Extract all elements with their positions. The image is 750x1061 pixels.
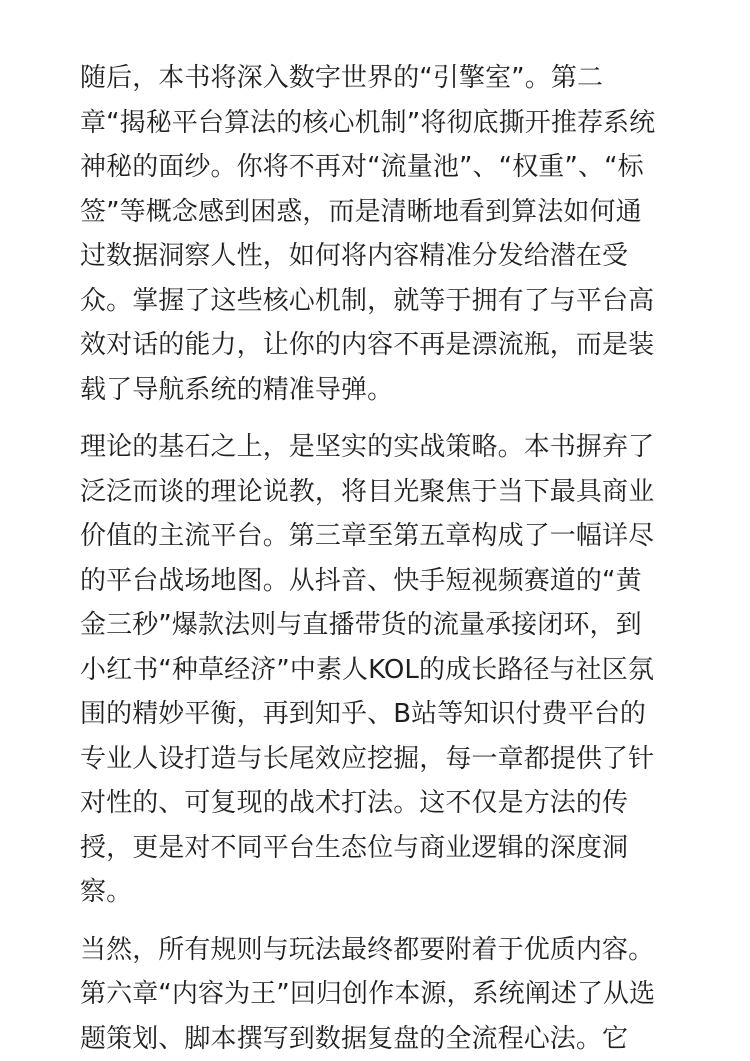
paragraph-platform-strategy: 理论的基石之上，是坚实的实战策略。本书摒弃了泛泛而谈的理论说教，将目光聚焦于当下最具商业价值的主流平台。第三章至第五章构成了一幅详尽的平台战场地图。从抖音、快手短视频赛道的“黄金三秒”爆款法则与直播带货的流量承接闭环，到小红书“种草经济”中素人KOL的成长路径与社区氛围的精妙平衡，再到知乎、B站等知识付费平台的专业人设打造与长尾效应挖掘，每一章都提供了针对性的、可复现的战术打法。这不仅是方法的传授，更是对不同平台生态位与商业逻辑的深度洞察。 bbox=[80, 425, 662, 915]
paragraph-content-chapter: 当然，所有规则与玩法最终都要附着于优质内容。第六章“内容为王”回归创作本源，系统阐述了从选题策划、脚本撰写到数据复盘的全流程心法。它 bbox=[80, 928, 662, 1061]
paragraph-algorithm-chapter: 随后，本书将深入数字世界的“引擎室”。第二章“揭秘平台算法的核心机制”将彻底撕开推荐系统神秘的面纱。你将不再对“流量池”、“权重”、“标签”等概念感到困惑，而是清晰地看到算法如何通过数据洞察人性，如何将内容精准分发给潜在受众。掌握了这些核心机制，就等于拥有了与平台高效对话的能力，让你的内容不再是漂流瓶，而是装载了导航系统的精准导弹。 bbox=[80, 56, 662, 412]
